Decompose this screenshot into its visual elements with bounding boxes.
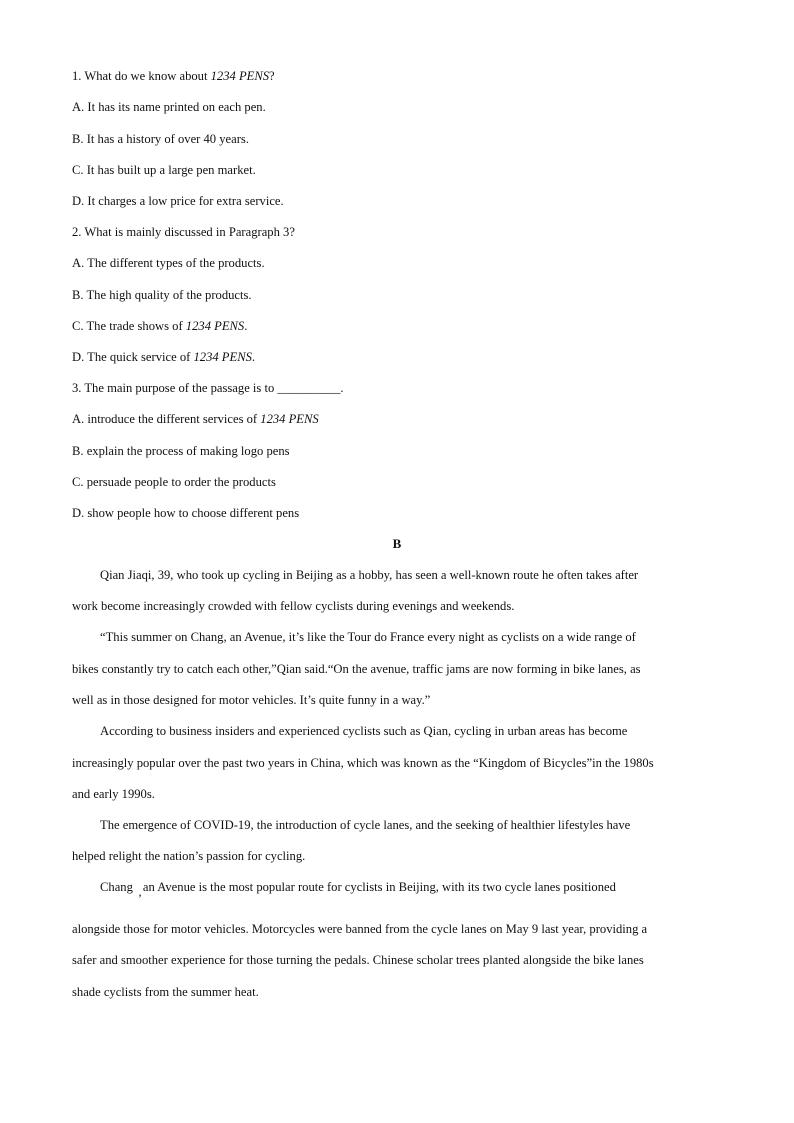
question-2-option-a: A. The different types of the products.	[72, 256, 265, 270]
question-3-option-b: B. explain the process of making logo pens	[72, 444, 290, 458]
passage-p3-line-1: According to business insiders and experienced cyclists such as Qian, cycling in urban areas has become	[100, 724, 628, 738]
passage-p4-line-1: The emergence of COVID-19, the introduction of cycle lanes, and the seeking of healthier lifestyles have	[100, 818, 631, 832]
passage-p5-line-4: shade cyclists from the summer heat.	[72, 985, 259, 999]
passage-p4-line-2: helped relight the nation’s passion for cycling.	[72, 849, 306, 863]
passage-p5-line-2: alongside those for motor vehicles. Motorcycles were banned from the cycle lanes on May 9 last year, providing a	[72, 922, 648, 936]
question-1-option-d: D. It charges a low price for extra service.	[72, 194, 284, 208]
brand-name: 1234 PENS	[185, 319, 245, 333]
question-1-option-b: B. It has a history of over 40 years.	[72, 132, 249, 146]
question-1-stem: 1. What do we know about 1234 PENS?	[72, 69, 275, 83]
question-3-stem: 3. The main purpose of the passage is to __________.	[72, 381, 344, 395]
question-1-option-c: C. It has built up a large pen market.	[72, 163, 256, 177]
passage-p1-line-1: Qian Jiaqi, 39, who took up cycling in Beijing as a hobby, has seen a well-known route he often takes after	[100, 568, 639, 582]
passage-p5-line-3: safer and smoother experience for those turning the pedals. Chinese scholar trees planted alongside the bike lanes	[72, 953, 644, 967]
brand-name: 1234 PENS	[210, 69, 270, 83]
question-3-option-d: D. show people how to choose different pens	[72, 506, 300, 520]
question-3-option-a: A. introduce the different services of 1234 PENS	[72, 412, 319, 426]
passage-p1-line-2: work become increasingly crowded with fellow cyclists during evenings and weekends.	[72, 599, 515, 613]
question-2-option-d: D. The quick service of 1234 PENS.	[72, 350, 256, 364]
passage-p3-line-3: and early 1990s.	[72, 787, 155, 801]
question-2-option-b: B. The high quality of the products.	[72, 288, 252, 302]
brand-name: 1234 PENS	[193, 350, 252, 364]
question-2-stem: 2. What is mainly discussed in Paragraph 3?	[72, 225, 295, 239]
passage-p2-line-2: bikes constantly try to catch each other,”Qian said.“On the avenue, traffic jams are now forming in bike lanes, as	[72, 662, 641, 676]
passage-p2-line-1: “This summer on Chang, an Avenue, it’s like the Tour do France every night as cyclists on a wide range of	[100, 630, 636, 644]
passage-p2-line-3: well as in those designed for motor vehicles. It’s quite funny in a way.”	[72, 693, 431, 707]
passage-p5-line-1: Chang an Avenue is the most popular route for cyclists in Beijing, with its two cycle lanes positioned	[100, 880, 616, 894]
question-1-option-a: A. It has its name printed on each pen.	[72, 100, 266, 114]
passage-p3-line-2: increasingly popular over the past two years in China, which was known as the “Kingdom of Bicycles”in the 1980s	[72, 756, 654, 770]
stray-apostrophe: ’	[138, 891, 142, 905]
question-2-option-c: C. The trade shows of 1234 PENS.	[72, 319, 248, 333]
section-title: B	[392, 536, 402, 551]
question-3-option-c: C. persuade people to order the products	[72, 475, 276, 489]
brand-name: 1234 PENS	[260, 412, 319, 426]
